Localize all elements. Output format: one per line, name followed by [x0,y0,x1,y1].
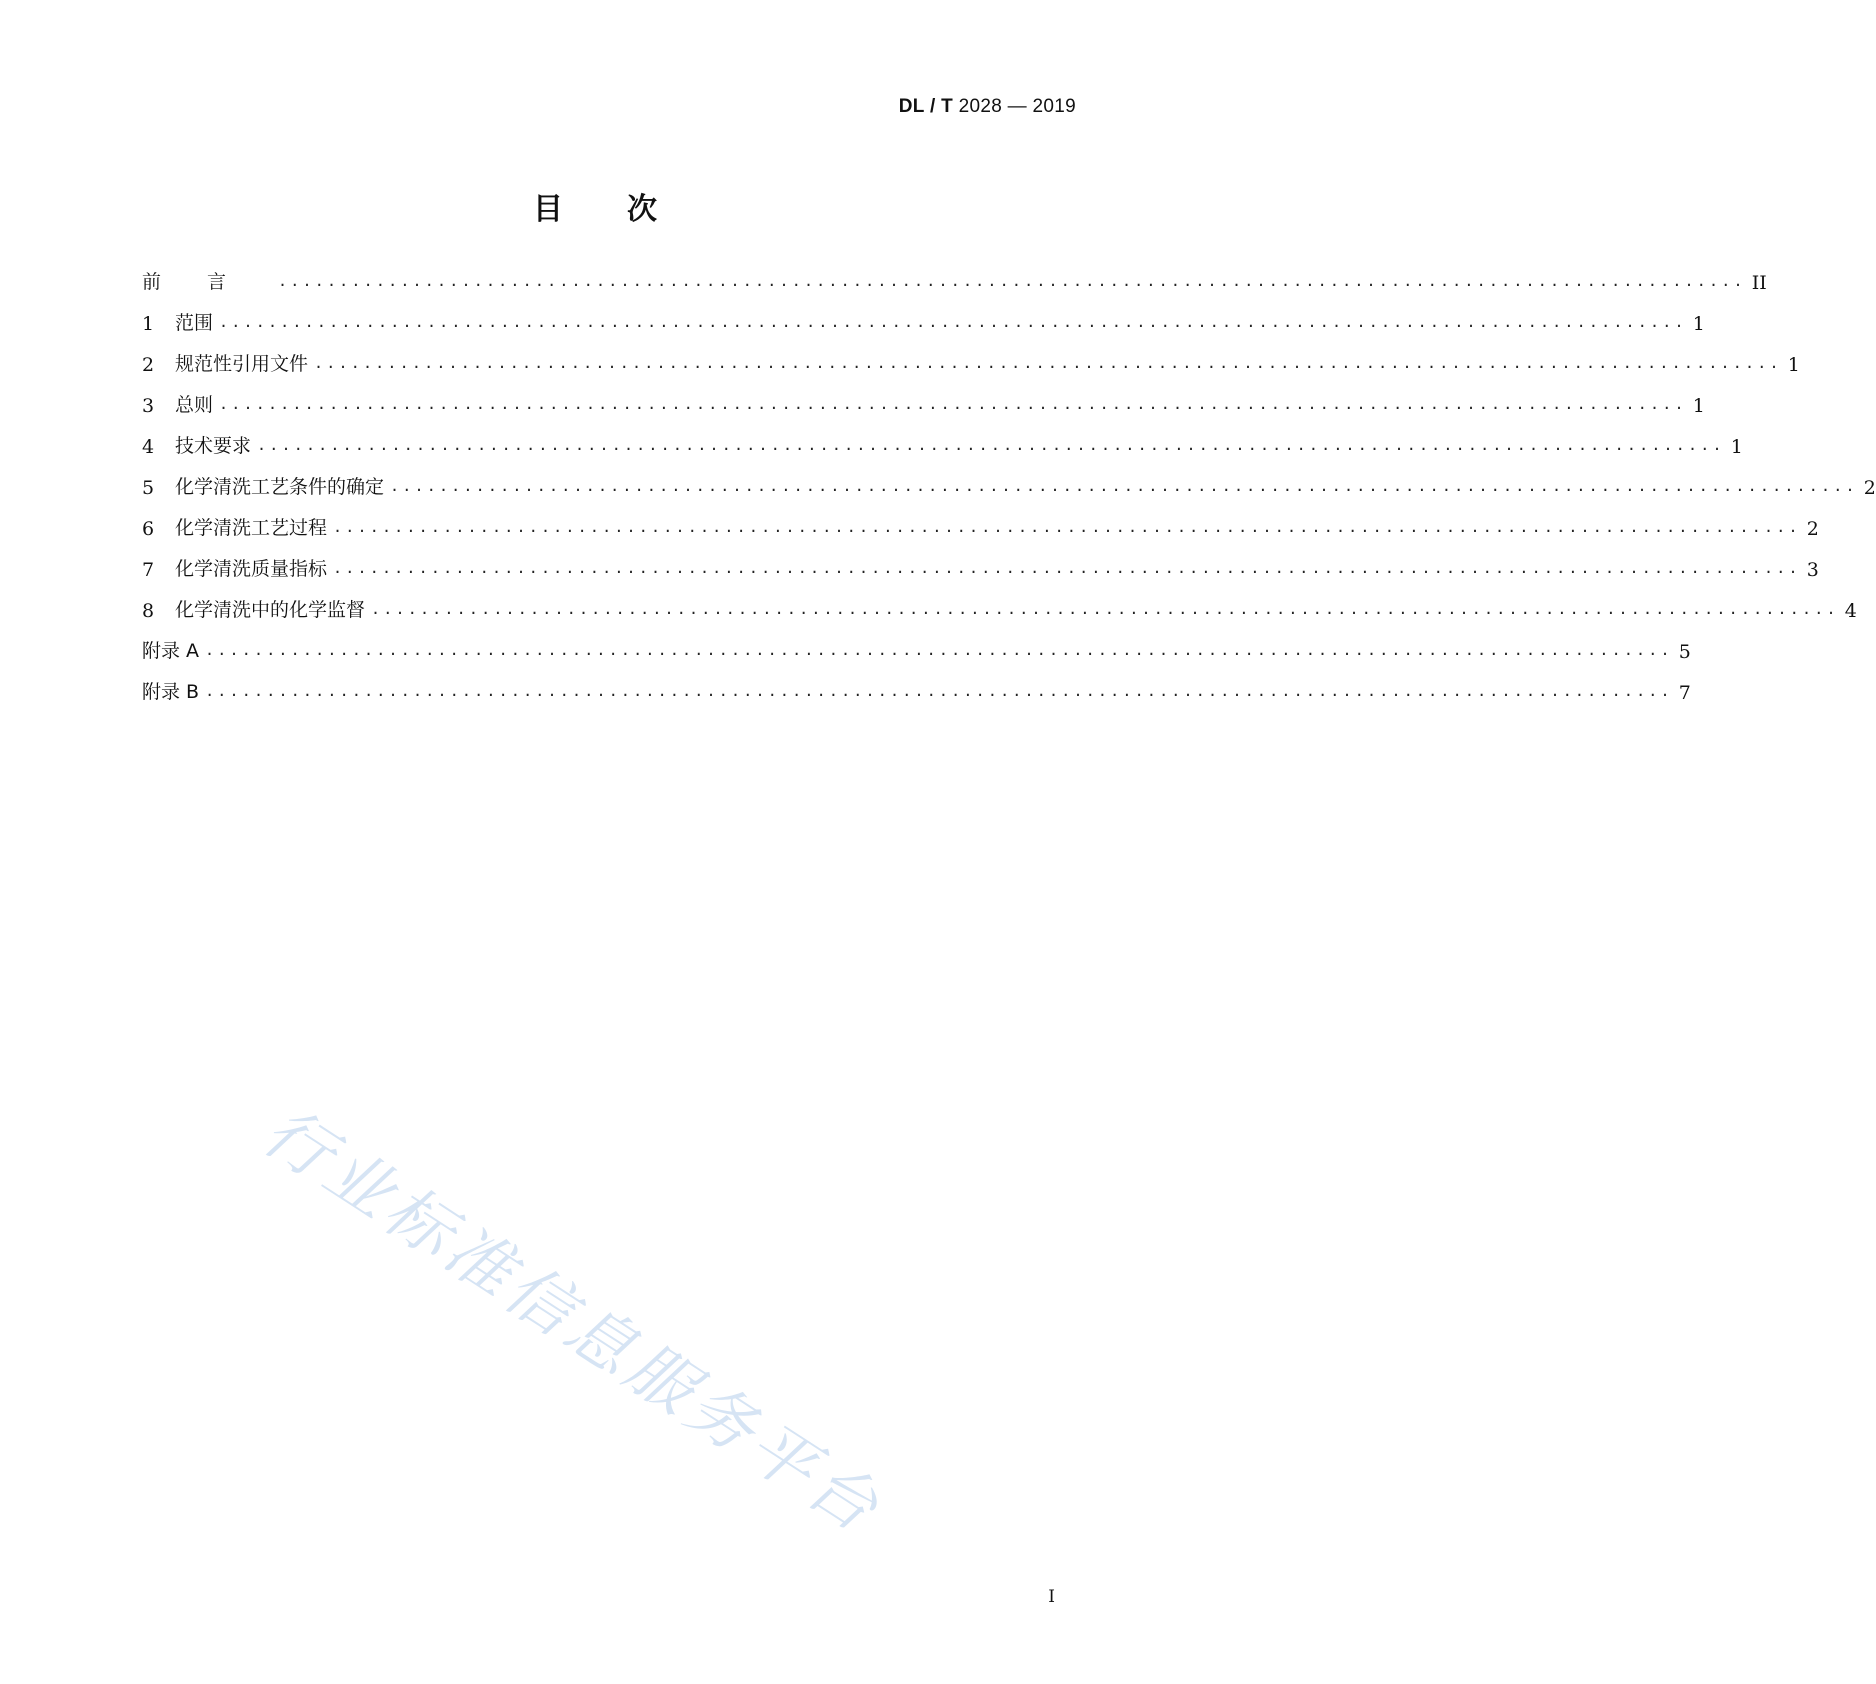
leader-dots: ........................................................................................................................ [257,436,1725,454]
toc-entry-label: 化学清洗工艺过程 [175,517,328,539]
toc-title-char-1: 目 [533,192,563,227]
toc-title-char-2: 次 [627,192,657,227]
toc-entry-label: 总则 [175,394,214,416]
toc-entry-page: 2 [1863,477,1876,499]
toc-entry-label: 技术要求 [175,435,252,457]
toc-entry-page: 3 [1806,559,1819,581]
toc-entry-page: 1 [1692,395,1705,417]
standard-code [899,96,1076,118]
table-of-contents [142,260,1876,704]
toc-entry-8[interactable] [142,581,1857,622]
leader-dots: ........................................................................................................................ [390,477,1858,495]
toc-entry-appendix-b[interactable] [142,663,1691,704]
leader-dots: ........................................................................................................................ [333,559,1801,577]
leader-dots: ........................................................................................................................ [314,354,1782,372]
leader-dots: ........................................................................................................................ [205,682,1673,700]
toc-entry-number: 7 [142,559,155,581]
page-number: I [1048,1587,1055,1607]
toc-entry-label: 化学清洗中的化学监督 [175,599,366,621]
toc-entry-label: 附录 A [142,640,200,662]
toc-entry-number: 2 [142,354,155,376]
toc-entry-1[interactable] [142,294,1705,335]
toc-entry-page: 1 [1730,436,1743,458]
toc-entry-foreword[interactable] [142,260,1767,294]
toc-entry-number: 3 [142,395,155,417]
toc-entry-2[interactable] [142,335,1800,376]
leader-dots: ........................................................................................................................ [333,518,1801,536]
toc-entry-label: 范围 [175,312,214,334]
leader-dots: ........................................................................................................................ [205,641,1673,659]
leader-dots: ........................................................................................................................ [371,600,1839,618]
toc-entry-4[interactable] [142,417,1743,458]
standard-code-number: 2028 — 2019 [953,96,1076,117]
standard-code-prefix: DL / T [898,96,954,117]
toc-entry-3[interactable] [142,376,1705,417]
leader-dots: ........................................................................................................................ [278,272,1746,290]
toc-entry-number: 4 [142,436,155,458]
toc-entry-page: 5 [1678,641,1691,663]
toc-entry-number: 6 [142,518,155,540]
leader-dots: ........................................................................................................................ [219,395,1687,413]
toc-entry-label: 前言 [142,271,273,293]
toc-entry-label: 化学清洗工艺条件的确定 [175,476,385,498]
leader-dots: ........................................................................................................................ [219,313,1687,331]
watermark: 行业标准信息服务平台 [249,1092,896,1550]
toc-entry-page: 4 [1844,600,1857,622]
toc-entry-7[interactable] [142,540,1819,581]
toc-entry-page: II [1751,272,1767,294]
toc-entry-number: 5 [142,477,155,499]
toc-title [0,184,1190,228]
toc-entry-label: 规范性引用文件 [175,353,309,375]
toc-entry-page: 7 [1678,682,1691,704]
toc-entry-appendix-a[interactable] [142,622,1691,663]
toc-entry-6[interactable] [142,499,1819,540]
toc-entry-number: 8 [142,600,155,622]
toc-entry-label: 附录 B [142,681,200,703]
toc-entry-page: 2 [1806,518,1819,540]
toc-entry-5[interactable] [142,458,1876,499]
toc-entry-page: 1 [1692,313,1705,335]
toc-entry-label: 化学清洗质量指标 [175,558,328,580]
toc-entry-number: 1 [142,313,155,335]
toc-entry-page: 1 [1787,354,1800,376]
